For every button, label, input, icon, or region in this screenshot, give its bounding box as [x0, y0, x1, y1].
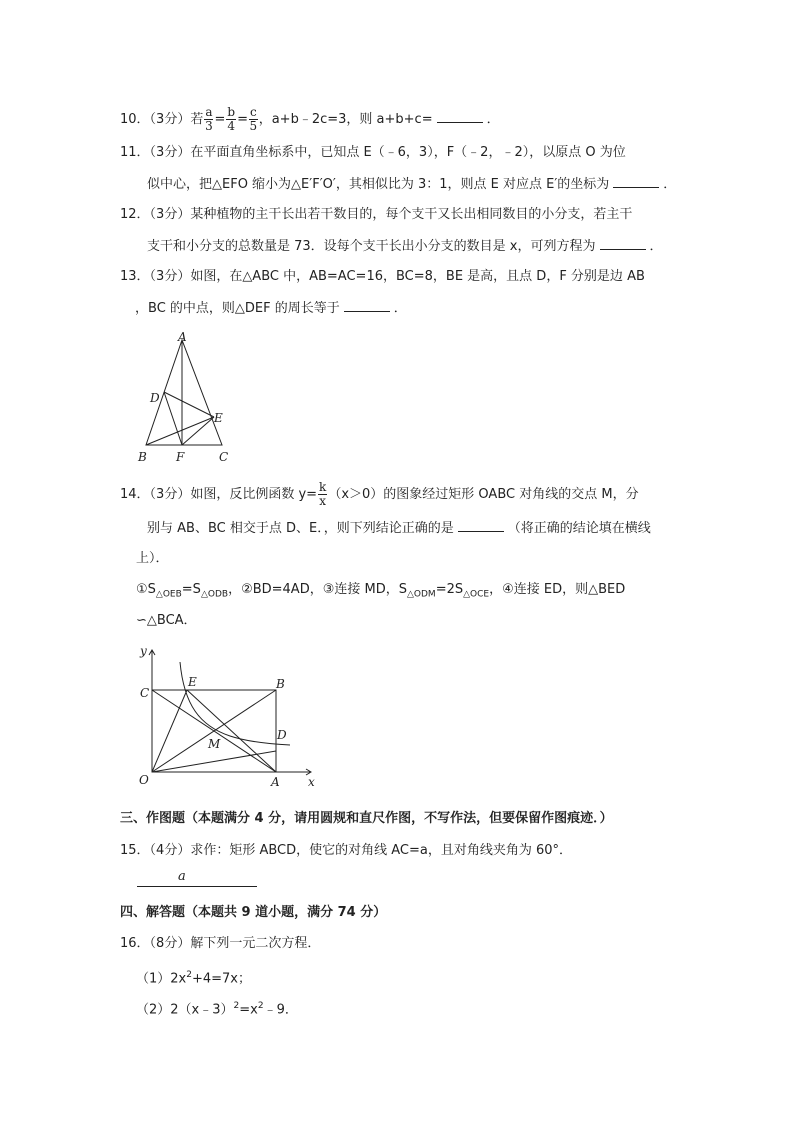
label-y: y [140, 644, 147, 658]
line-ea [187, 690, 276, 772]
q16-part2: $(2)2(x﹣3)^2=x^2﹣9$． [136, 1001, 298, 1018]
segment-a [137, 886, 257, 887]
line-fe [182, 417, 214, 445]
q10-prefix: 10．（3分）若 [120, 112, 204, 127]
line-od [152, 751, 276, 772]
label-e: E [214, 411, 223, 425]
line-be [146, 417, 214, 445]
q14-line1: 14．（3分）如图，反比例函数 y= $\frac{k}{x}$ （x＞0）的图象经过矩形 OABC 对角线的交点 M，分 [120, 480, 639, 508]
q11-line1: 11．（3分）在平面直角坐标系中，已知点 E（﹣6，3），F（﹣2，﹣2），以原点 O 为位 [120, 145, 626, 160]
rectangle-hyperbola-figure [130, 640, 330, 795]
q13-line2: ，BC 的中点，则△DEF 的周长等于 ． [135, 301, 407, 316]
q14-line2: 别与 AB、BC 相交于点 D、E．，则下列结论正确的是 （将正确的结论填在横线 [147, 521, 651, 536]
q12-line1: 12．（3分）某种植物的主干长出若干数目的，每个支干又长出相同数目的小分支，若主干 [120, 207, 633, 222]
answer-blank [613, 175, 659, 188]
q10-line [120, 106, 500, 133]
equals-sign: = [214, 112, 226, 127]
q14-options: $①S_{\triangle OEB}=S_{\triangle ODB}$，②BD=4AD，③连接 MD，$S_{\triangle ODM}=2S_{\triangle OCE}$，④连接 ED，则△BED [136, 582, 626, 600]
q15-text: 15．（4分）求作：矩形 ABCD，使它的对角线 AC=a，且对角线夹角为 60°． [120, 843, 573, 858]
fraction-c-5: $\frac{c}{5}$ [249, 105, 258, 133]
equals-sign: = [237, 112, 248, 127]
fraction-a-3: $\frac{a}{3}$ [205, 105, 213, 133]
label-f: F [176, 450, 185, 464]
answer-blank [600, 237, 646, 250]
answer-blank [458, 519, 504, 532]
section-4-heading: 四、解答题（本题共 9 道小题，满分 74 分） [120, 905, 387, 920]
triangle-figure [130, 330, 240, 465]
segment-a-label: a [178, 869, 186, 884]
q14-line5: ∽△BCA． [136, 613, 197, 628]
q16-part1: $(1)2x^2+4=7x$； [136, 970, 252, 987]
q10-end: ． [486, 112, 500, 127]
fraction-b-4: $\frac{b}{4}$ [227, 105, 236, 133]
label-o: O [139, 773, 149, 787]
label-c: C [140, 686, 150, 700]
answer-blank [344, 299, 390, 312]
label-b: B [138, 450, 147, 464]
answer-blank [437, 110, 483, 123]
label-d: D [277, 728, 287, 742]
section-3-heading: 三、作图题（本题满分 4 分，请用圆规和直尺作图，不写作法，但要保留作图痕迹．） [120, 811, 613, 826]
label-e: E [188, 675, 197, 689]
label-x: x [308, 775, 315, 789]
label-c: C [219, 450, 229, 464]
label-m: M [208, 737, 221, 751]
q14-line3: 上）． [136, 551, 169, 566]
q16-text: 16．（8分）解下列一元二次方程． [120, 936, 321, 951]
label-a: A [271, 775, 280, 789]
q10-condition: ，a+b﹣2c=3，则 a+b+c= [258, 112, 433, 127]
line-oe [152, 690, 187, 772]
q12-line2: 支干和小分支的总数量是 73．设每个支干长出小分支的数目是 x，可列方程为 ． [147, 239, 663, 254]
label-d: D [150, 391, 160, 405]
fraction-k-x: $\frac{k}{x}$ [319, 480, 327, 508]
label-b: B [276, 677, 285, 691]
q13-line1: 13．（3分）如图，在△ABC 中，AB=AC=16，BC=8，BE 是高，且点 D，F 分别是边 AB [120, 269, 645, 284]
label-a: A [178, 330, 187, 344]
q11-line2: 似中心，把△EFO 缩小为△E′F′O′，其相似比为 3：1，则点 E 对应点 E′的坐标为 ． [147, 177, 677, 192]
